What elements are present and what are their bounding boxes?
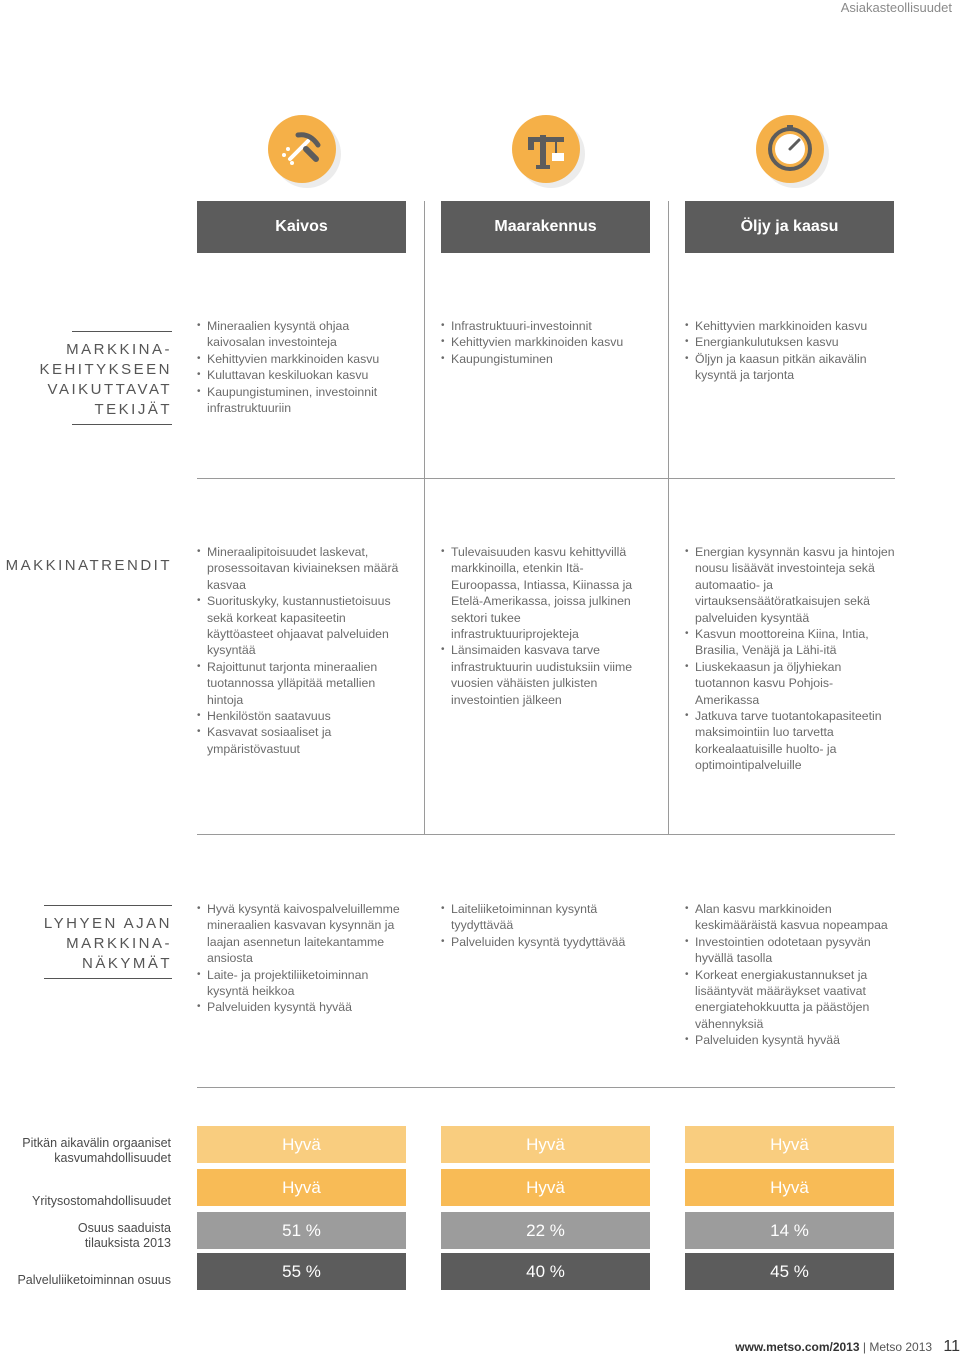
list-item: • Liuskekaasun ja öljyhiekan tuotannon kasvu Pohjois-Amerikassa [685,659,897,708]
trends-kaivos-list [197,544,409,757]
drivers-maarakennus-list [441,318,651,367]
pickaxe-icon [268,115,336,183]
outlook-oljy-list [685,901,890,1049]
list-item: • Kaupungistuminen [441,351,651,367]
row-label-drivers [39,331,172,425]
page-number: 11 [943,1338,960,1355]
label-rule [72,331,172,332]
order-share-kaivos: 51 % [197,1212,406,1249]
column-header-oljy-ja-kaasu: Öljy ja kaasu [685,201,894,253]
page-footer [735,1338,960,1356]
summary-label-services-share [17,1273,171,1288]
list-item: • Kehittyvien markkinoiden kasvu [685,318,890,334]
drivers-kaivos-list [197,318,402,416]
list-item: • Rajoittunut tarjonta mineraalien tuotannossa ylläpitää metallien hintoja [197,659,409,708]
trends-maarakennus-list [441,544,646,708]
list-item: • Investointien odotetaan pysyvän hyvällä tasolla [685,934,890,967]
crane-icon [512,115,580,183]
footer-link[interactable]: www.metso.com/2013 [735,1340,860,1354]
list-item: • Kaupungistuminen, investoinnit infrastruktuuriin [197,384,402,417]
list-item: • Kehittyvien markkinoiden kasvu [441,334,651,350]
order-share-maarakennus: 22 % [441,1212,650,1249]
list-item: • Mineraalipitoisuudet laskevat, prosessoitavan kiviaineksen määrä kasvaa [197,544,409,593]
gauge-icon [756,115,824,183]
label-line: KEHITYKSEEN [39,361,172,378]
footer-separator: | [859,1340,870,1354]
list-item: • Energiankulutuksen kasvu [685,334,890,350]
acquisitions-kaivos: Hyvä [197,1169,406,1206]
organic-growth-maarakennus: Hyvä [441,1126,650,1163]
row-label-trends [6,556,172,576]
acquisitions-maarakennus: Hyvä [441,1169,650,1206]
label-line: LYHYEN AJAN [43,915,172,932]
section-title: Asiakasteollisuudet [840,0,952,15]
services-share-kaivos: 55 % [197,1253,406,1290]
list-item: • Kuluttavan keskiluokan kasvu [197,367,402,383]
list-item: • Korkeat energiakustannukset ja lisääntyvät määräykset vaativat energiatehokkuutta ja päästöjen vähennyksiä [685,967,890,1033]
list-item: • Palveluiden kysyntä hyvää [197,999,409,1015]
list-item: • Palveluiden kysyntä hyvää [685,1032,890,1048]
label-rule [72,424,172,425]
summary-label-acquisitions [32,1194,171,1209]
row-divider [197,834,895,835]
label-line: Yritysostomahdollisuudet [32,1194,171,1208]
list-item: • Alan kasvu markkinoiden keskimääräistä kasvua nopeampaa [685,901,890,934]
services-share-oljy: 45 % [685,1253,894,1290]
list-item: • Kasvun moottoreina Kiina, Intia, Brasilia, Venäjä ja Lähi-itä [685,626,897,659]
label-rule [44,978,172,979]
row-divider [197,1087,895,1088]
column-header-kaivos: Kaivos [197,201,406,253]
row-divider [197,478,895,479]
label-line: Pitkän aikavälin orgaaniset [22,1136,171,1150]
list-item: • Laite- ja projektiliiketoiminnan kysyntä heikkoa [197,967,409,1000]
summary-label-organic-growth [22,1136,171,1166]
list-item: • Energian kysynnän kasvu ja hintojen nousu lisäävät investointeja sekä automaatio- ja virtauksensäätöratkaisujen sekä palveluiden kysyntää [685,544,897,626]
column-divider [668,201,669,835]
label-line: NÄKYMÄT [81,955,172,972]
label-line: kasvumahdollisuudet [54,1151,171,1165]
footer-brand: Metso 2013 [869,1340,933,1354]
label-rule [44,905,172,906]
organic-growth-oljy: Hyvä [685,1126,894,1163]
list-item: • Mineraalien kysyntä ohjaa kaivosalan investointeja [197,318,402,351]
list-item: • Tulevaisuuden kasvu kehittyvillä markkinoilla, etenkin Itä-Euroopassa, Intiassa, Kiinassa ja Etelä-Amerikassa, joissa julkinen sektori tukee infrastruktuuriprojekteja [441,544,646,642]
row-label-outlook [44,905,172,979]
list-item: • Hyvä kysyntä kaivospalveluillemme mineraalien kasvavan kysynnän ja laajan asennetun laitekantamme ansiosta [197,901,409,967]
order-share-oljy: 14 % [685,1212,894,1249]
label-line: Osuus saaduista [77,1221,171,1235]
list-item: • Kasvavat sosiaaliset ja ympäristövastuut [197,724,409,757]
services-share-maarakennus: 40 % [441,1253,650,1290]
column-header-maarakennus: Maarakennus [441,201,650,253]
outlook-maarakennus-list [441,901,646,950]
label-line: TEKIJÄT [94,401,172,418]
label-line: MARKKINA- [66,341,172,358]
list-item: • Länsimaiden kasvava tarve infrastruktuurin uudistuksiin viime vuosien vähäisten julkisten investointien jälkeen [441,642,646,708]
trends-oljy-list [685,544,897,774]
label-line: Palveluliiketoiminnan osuus [17,1273,171,1287]
drivers-oljy-list [685,318,890,384]
outlook-kaivos-list [197,901,409,1016]
summary-label-order-share [78,1221,171,1251]
list-item: • Kehittyvien markkinoiden kasvu [197,351,402,367]
label-line: tilauksista 2013 [84,1236,171,1250]
label-line: MARKKINA- [66,935,172,952]
organic-growth-kaivos: Hyvä [197,1126,406,1163]
acquisitions-oljy: Hyvä [685,1169,894,1206]
label-line: VAIKUTTAVAT [47,381,172,398]
list-item: • Laiteliiketoiminnan kysyntä tyydyttävää [441,901,646,934]
list-item: • Henkilöstön saatavuus [197,708,409,724]
list-item: • Infrastruktuuri-investoinnit [441,318,651,334]
list-item: • Öljyn ja kaasun pitkän aikavälin kysyntä ja tarjonta [685,351,890,384]
list-item: • Palveluiden kysyntä tyydyttävää [441,934,646,950]
label-line: MAKKINATRENDIT [5,557,172,574]
column-divider [424,201,425,835]
list-item: • Suorituskyky, kustannustietoisuus sekä korkeat kapasiteetin käyttöasteet ohjaavat palveluiden kysyntää [197,593,409,659]
list-item: • Jatkuva tarve tuotantokapasiteetin maksimointiin luo tarvetta korkealaatuisille huolto- ja optimointipalveluille [685,708,897,774]
